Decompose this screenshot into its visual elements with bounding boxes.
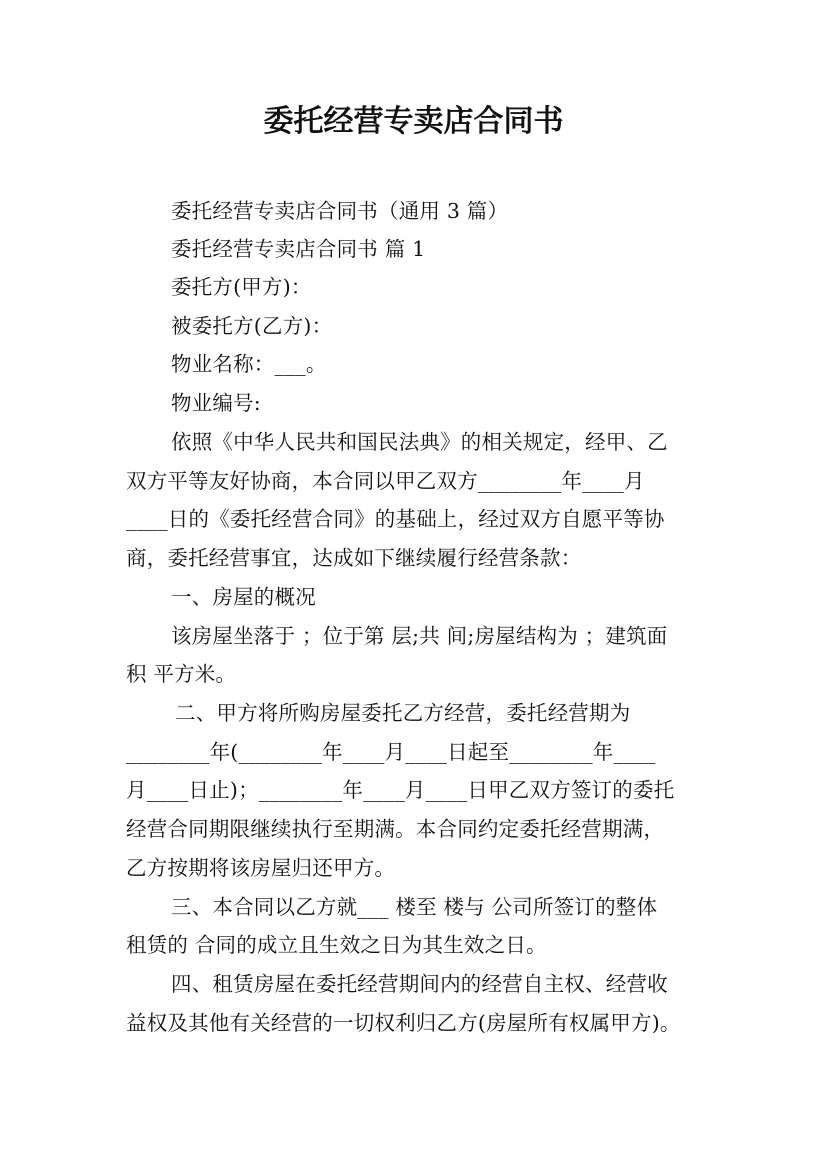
party-a-line: 委托方(甲方)： — [171, 275, 312, 299]
paragraph-line: 益权及其他有关经营的一切权利归乙方(房屋所有权属甲方)。 — [126, 1011, 681, 1035]
paragraph-line: 月____日止)；________年____月____日甲乙双方签订的委托 — [126, 778, 675, 802]
clause-line: 四、租赁房屋在委托经营期间内的经营自主权、经营收 — [171, 972, 668, 996]
paragraph-line: 双方平等友好协商，本合同以甲乙双方________年____月 — [126, 469, 645, 493]
paragraph-line: 该房屋坐落于 ；位于第 层;共 间;房屋结构为 ；建筑面 — [171, 624, 668, 648]
paragraph-line: ____日的《委托经营合同》的基础上，经过双方自愿平等协 — [126, 507, 665, 531]
party-b-line: 被委托方(乙方)： — [171, 314, 333, 338]
paragraph-line: ________年(________年____月____日起至________年____ — [126, 740, 656, 764]
paragraph-line: 积 平方米。 — [126, 662, 237, 686]
paragraph-line: 依照《中华人民共和国民法典》的相关规定，经甲、乙 — [171, 430, 668, 454]
paragraph-line: 商，委托经营事宜，达成如下继续履行经营条款： — [126, 546, 582, 570]
document-title: 委托经营专卖店合同书 — [263, 104, 564, 139]
property-name-line: 物业名称：___。 — [171, 352, 327, 376]
section-heading-line: 委托经营专卖店合同书 篇 1 — [171, 237, 426, 261]
subtitle-line: 委托经营专卖店合同书（通用 3 篇） — [171, 199, 509, 223]
clause-heading-line: 一、房屋的概况 — [171, 585, 316, 609]
paragraph-line: 租赁的 合同的成立且生效之日为其生效之日。 — [126, 933, 547, 957]
clause-line: 三、本合同以乙方就___ 楼至 楼与 公司所签订的整体 — [171, 895, 658, 919]
paragraph-line: 乙方按期将该房屋归还甲方。 — [126, 856, 396, 880]
property-number-line: 物业编号: — [171, 391, 261, 415]
clause-line: 二、甲方将所购房屋委托乙方经营，委托经营期为 — [175, 701, 631, 725]
paragraph-line: 经营合同期限继续执行至期满。本合同约定委托经营期满， — [126, 817, 665, 841]
